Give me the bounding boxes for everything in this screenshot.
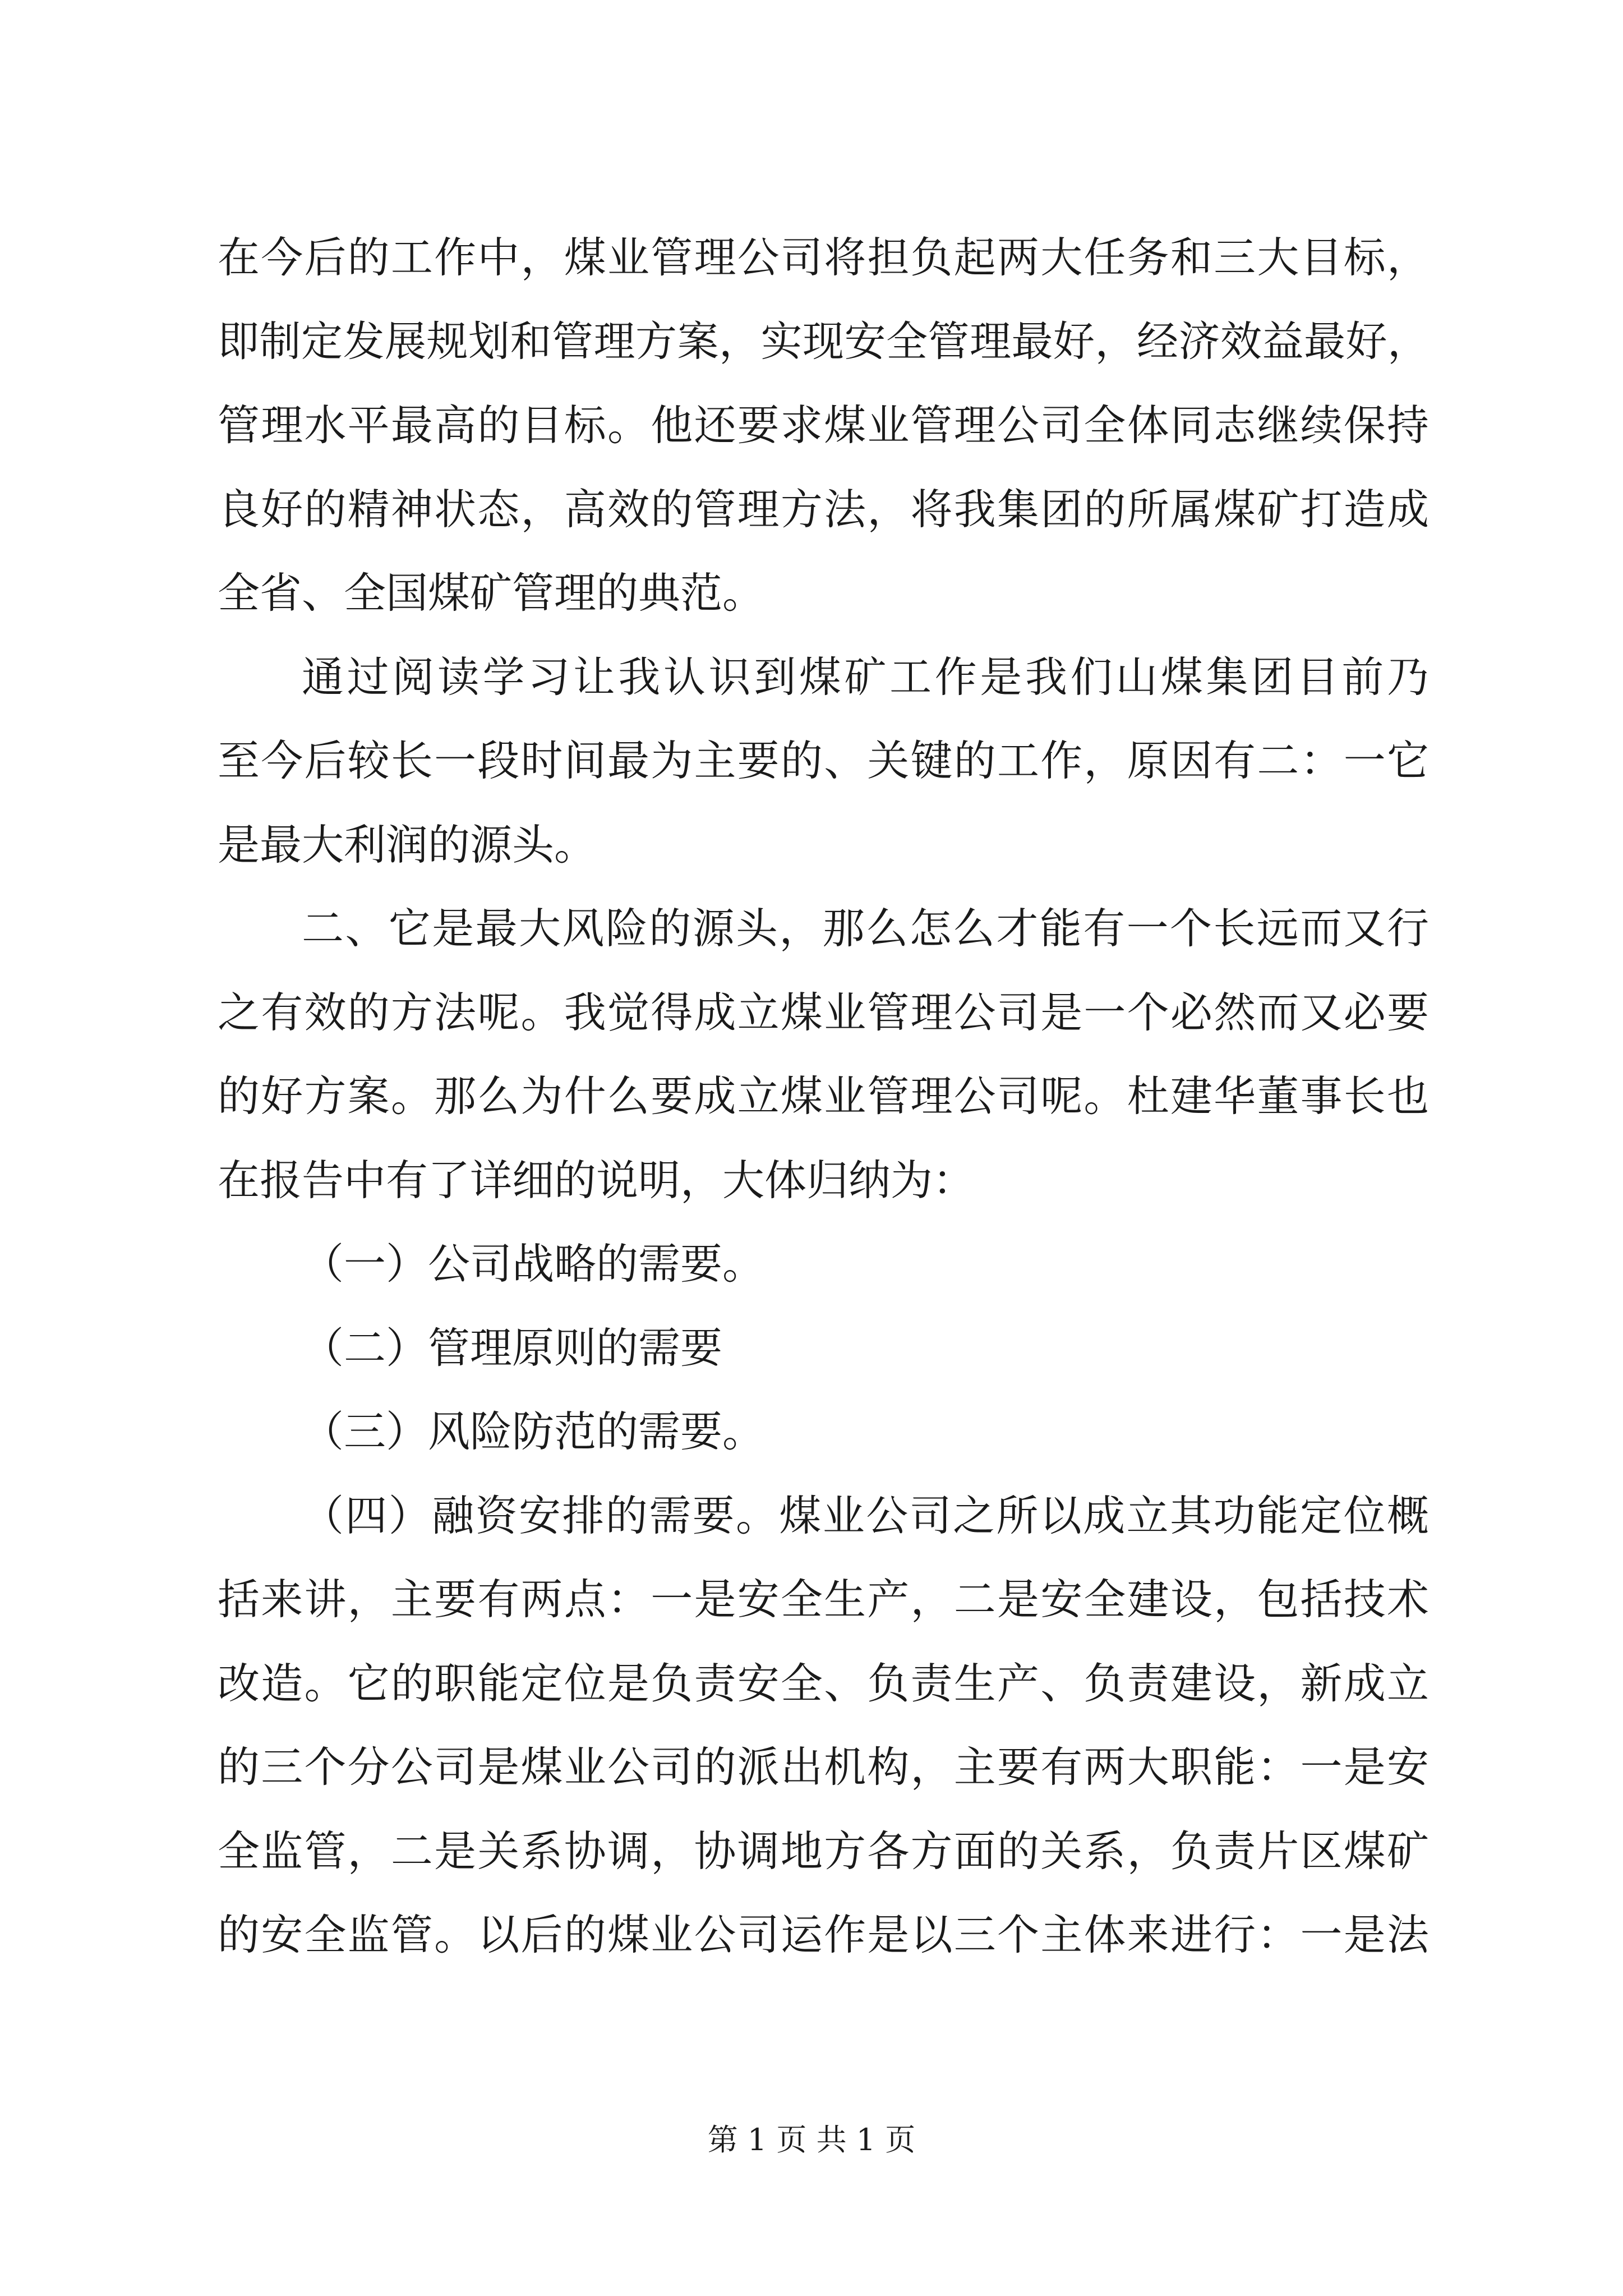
text-line: 通过阅读学习让我认识到煤矿工作是我们山煤集团目前乃 — [302, 652, 1429, 702]
document-body — [218, 216, 1429, 1977]
text-line: 的三个分公司是煤业公司的派出机构，主要有两大职能：一是安 — [218, 1742, 1429, 1792]
page-number-footer: 第 1 页 共 1 页 — [707, 2122, 916, 2157]
text-line: 全省、全国煤矿管理的典范。 — [218, 568, 765, 618]
text-line: 在今后的工作中，煤业管理公司将担负起两大任务和三大目标， — [218, 233, 1429, 282]
text-line: 管理水平最高的目标。他还要求煤业管理公司全体同志继续保持 — [218, 401, 1429, 450]
text-line: 二、它是最大风险的源头，那么怎么才能有一个长远而又行 — [302, 904, 1429, 953]
text-line: 之有效的方法呢。我觉得成立煤业管理公司是一个必然而又必要 — [218, 987, 1429, 1037]
list-item: （一）公司战略的需要。 — [302, 1239, 765, 1289]
text-line: 改造。它的职能定位是负责安全、负责生产、负责建设，新成立 — [218, 1658, 1429, 1708]
text-line: 即制定发展规划和管理方案，实现安全管理最好，经济效益最好， — [218, 317, 1429, 366]
text-line: 的好方案。那么为什么要成立煤业管理公司呢。杜建华董事长也 — [218, 1071, 1429, 1121]
text-line: 是最大利润的源头。 — [218, 820, 597, 869]
list-item: （二）管理原则的需要 — [302, 1323, 723, 1373]
text-line: 至今后较长一段时间最为主要的、关键的工作，原因有二：一它 — [218, 736, 1429, 785]
text-line: 括来讲，主要有两点：一是安全生产，二是安全建设，包括技术 — [218, 1575, 1429, 1624]
text-line: 全监管，二是关系协调，协调地方各方面的关系，负责片区煤矿 — [218, 1826, 1429, 1876]
list-item: （三）风险防范的需要。 — [302, 1407, 765, 1456]
text-line: （四）融资安排的需要。煤业公司之所以成立其功能定位概 — [302, 1490, 1429, 1540]
text-line: 良好的精神状态，高效的管理方法，将我集团的所属煤矿打造成 — [218, 484, 1429, 534]
text-line: 的安全监管。以后的煤业公司运作是以三个主体来进行：一是法 — [218, 1910, 1429, 1959]
text-line: 在报告中有了详细的说明，大体归纳为： — [218, 1155, 975, 1205]
